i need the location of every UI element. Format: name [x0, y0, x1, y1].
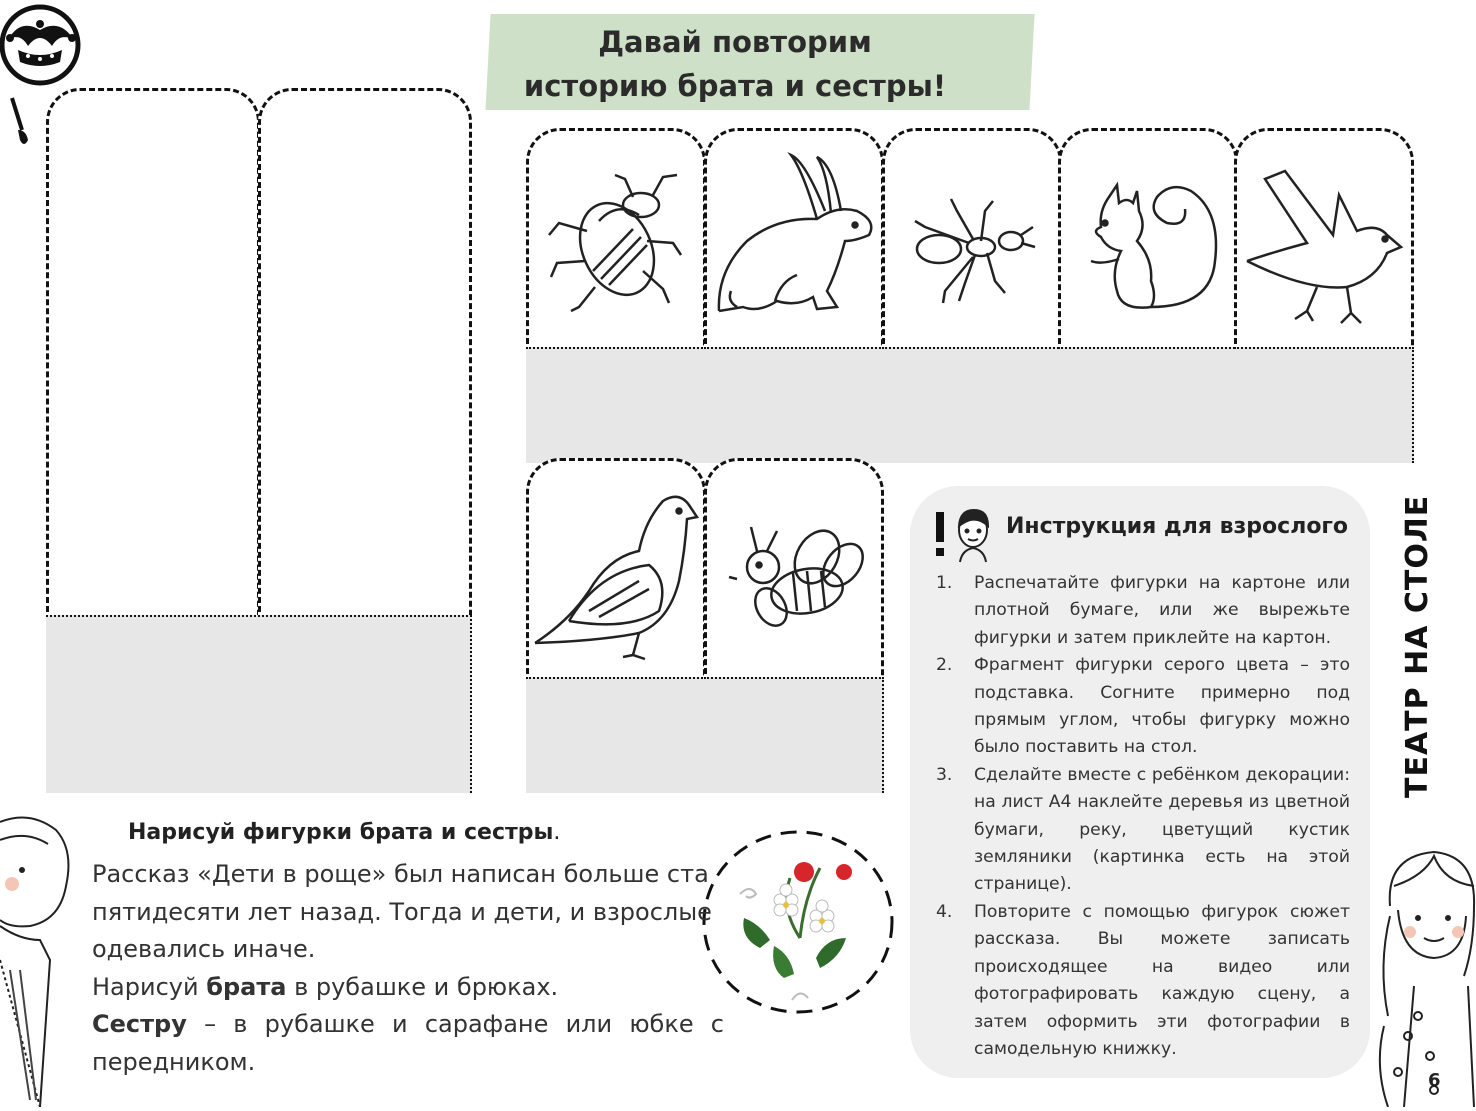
task-paragraph-3: Сестру – в рубашке и сарафане или юбке с передником. [92, 1010, 724, 1076]
rabbit-icon [707, 131, 883, 341]
page-title [500, 20, 970, 108]
figure-stand [882, 347, 1062, 463]
figure-stand [526, 677, 706, 793]
figure-card-bee [704, 458, 884, 790]
figure-card-rabbit [704, 128, 884, 460]
figure-card-squirrel [1058, 128, 1238, 460]
instruction-step: 4. Повторите с помощью фигурок сюжет рассказа. Вы можете записать происходящее на видео или фотографировать каждую сцену, а затем оформить эти фотографии в самодельную книжку. [936, 901, 1350, 1059]
bee-icon [707, 461, 883, 671]
bird-icon [1237, 131, 1413, 341]
instruction-heading: Инструкция для взрослого [1006, 514, 1349, 539]
figure-stand [46, 615, 260, 793]
task-paragraph-2: Нарисуй брата в рубашке и брюках. [92, 972, 559, 1001]
adult-avatar-icon [950, 504, 996, 564]
ant-icon [885, 131, 1061, 341]
page-number: 6 [1428, 1070, 1441, 1091]
task-description [92, 856, 724, 1081]
figure-stand [1234, 347, 1414, 463]
figure-stand [526, 347, 706, 463]
jester-hat-icon [0, 0, 82, 92]
exclamation-icon [934, 512, 946, 558]
brush-icon [4, 96, 34, 148]
figure-card-ant [882, 128, 1062, 460]
instruction-step: 1. Распечатайте фигурки на картоне или плотной бумаге, или же вырежьте фигурки и затем приклейте на картон. [936, 573, 1350, 648]
title-line-1: Давай повторим [598, 25, 872, 59]
task-heading: Нарисуй фигурки брата и сестры. [128, 820, 561, 845]
section-side-title: ТЕАТР НА СТОЛЕ [1400, 494, 1435, 798]
squirrel-icon [1061, 131, 1237, 341]
figure-stand [704, 347, 884, 463]
instruction-list [932, 570, 1350, 1063]
boy-illustration [0, 810, 78, 1107]
figure-stand [1058, 347, 1238, 463]
figure-stand [258, 615, 472, 793]
blank-figure-card-sister [258, 88, 472, 790]
blank-figure-card-brother [46, 88, 260, 790]
beetle-icon [529, 131, 705, 341]
instruction-step: 3. Сделайте вместе с ребёнком декорации: на лист А4 наклейте деревья из цветной бумаги, реку, цветущий кустик земляники (картинка есть на этой странице). [936, 764, 1350, 895]
title-line-2: историю брата и сестры! [523, 69, 947, 103]
girl-illustration [1374, 846, 1476, 1107]
pigeon-icon [529, 461, 705, 671]
figure-stand [704, 677, 884, 793]
strawberry-cutout [700, 828, 896, 1016]
instruction-step: 2. Фрагмент фигурки серого цвета – это подставка. Согните примерно под прямым углом, чтобы фигурку можно было поставить на стол. [936, 655, 1350, 758]
figure-card-bird [1234, 128, 1414, 460]
strawberry-icon [700, 828, 896, 1016]
figure-card-beetle [526, 128, 706, 460]
task-paragraph-1: Рассказ «Дети в роще» был написан больше ста пятидесяти лет назад. Тогда и дети, и взрослые одевались иначе. [92, 860, 712, 963]
figure-card-pigeon [526, 458, 706, 790]
